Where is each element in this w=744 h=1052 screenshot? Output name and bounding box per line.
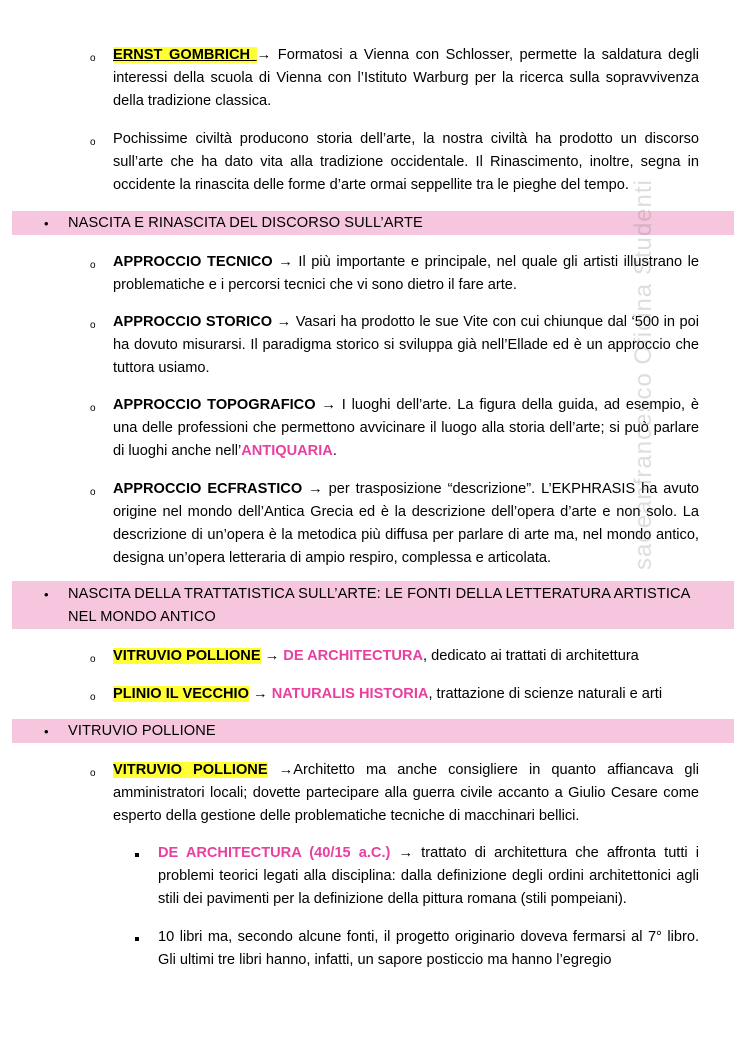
list-item: ERNST GOMBRICH → Formatosi a Vienna con Schlosser, permette la saldatura degli interessi della scuola di Vienna con l’Istituto Warburg per la ricerca sulla sopravvivenza della tradizione classica. xyxy=(113,47,700,109)
bullet-circle: o xyxy=(90,768,96,779)
arrow-icon: → xyxy=(308,481,323,497)
arrow-icon: → xyxy=(256,47,272,63)
section-heading: NASCITA E RINASCITA DEL DISCORSO SULL’ARTE xyxy=(68,215,423,231)
bullet-circle: o xyxy=(90,487,96,498)
bullet-circle: o xyxy=(90,403,96,414)
arrow-icon: → xyxy=(278,254,293,270)
list-item: VITRUVIO POLLIONE → DE ARCHITECTURA, dedicato ai trattati di architettura xyxy=(113,648,639,664)
bullet-dot: • xyxy=(44,216,49,231)
section-heading-line2: NEL MONDO ANTICO xyxy=(68,609,216,625)
keyword-highlight: ERNST GOMBRICH xyxy=(113,47,257,63)
bullet-circle: o xyxy=(90,260,96,271)
watermark: sadeanfrancesco Oficina Studenti xyxy=(630,179,657,570)
sub-list-item: DE ARCHITECTURA (40/15 a.C.) → trattato di architettura che affronta tutti i problemi teorici legati alla disciplina: dalla definizione degli ordini architettonici agli stili dei pavimenti per la definizione della pittura romana (stili pompeiani). xyxy=(158,845,699,907)
bullet-circle: o xyxy=(90,654,96,665)
bullet-dot: • xyxy=(44,587,49,602)
list-item: Pochissime civiltà producono storia dell’arte, la nostra civiltà ha prodotto un discorso sull’arte che ha dato vita alla tradizione occidentale. Il Rinascimento, inoltre, segna in occidente la rinascita delle forme d’arte ormai seppellite tra le pieghe del tempo. xyxy=(113,131,699,193)
bullet-circle: o xyxy=(90,137,96,148)
bullet-dot: • xyxy=(44,724,49,739)
list-item: VITRUVIO POLLIONE →Architetto ma anche consigliere in quanto affiancava gli amministratori locali; dovette partecipare alla guerra civile accanto a Giulio Cesare come esperto della gestione delle problematiche tecniche di macchinari bellici. xyxy=(113,762,699,824)
list-item: APPROCCIO STORICO → Vasari ha prodotto le sue Vite con cui chiunque dal ‘500 in poi ha dovuto misurarsi. Il paradigma storico si sviluppa già nell’Ellade ed è un approccio che tuttora usiamo. xyxy=(113,314,699,376)
section-heading: VITRUVIO POLLIONE xyxy=(68,723,216,739)
keyword-highlight: VITRUVIO POLLIONE xyxy=(113,762,268,778)
arrow-icon: → xyxy=(276,314,292,330)
section-heading: NASCITA DELLA TRATTATISTICA SULL’ARTE: LE FONTI DELLA LETTERATURA ARTISTICA xyxy=(68,586,691,602)
list-item: APPROCCIO ECFRASTICO → per trasposizione “descrizione”. L’EKPHRASIS ha avuto origine nel mondo dell’Antica Grecia ed è la descrizione dell’opera d’arte e non solo. La descrizione di un’opera è la metodica più diffusa per parlare di arte ma, nel mondo antico, designa un’opera letteraria di ampio respiro, complessa e articolata. xyxy=(113,481,700,566)
bullet-circle: o xyxy=(90,53,96,64)
list-item: PLINIO IL VECCHIO → NATURALIS HISTORIA, trattazione di scienze naturali e arti xyxy=(113,686,663,702)
arrow-icon: → xyxy=(253,686,268,702)
arrow-icon: → xyxy=(398,845,414,861)
arrow-icon: → xyxy=(321,397,336,413)
bullet-square xyxy=(135,937,139,941)
bullet-circle: o xyxy=(90,320,96,331)
keyword-highlight: VITRUVIO POLLIONE xyxy=(113,648,261,664)
list-item: APPROCCIO TOPOGRAFICO → I luoghi dell’arte. La figura della guida, ad esempio, è una delle professioni che permettono avvicinare il luogo alla storia dell’arte; si può parlare di luoghi anche nell’ANTIQUARIA. xyxy=(113,397,699,459)
list-item: APPROCCIO TECNICO → Il più importante e principale, nel quale gli artisti illustrano le problematiche e i percorsi tecnici che vi sono dietro il fare arte. xyxy=(113,254,700,293)
sub-list-item: 10 libri ma, secondo alcune fonti, il progetto originario doveva fermarsi al 7° libro. Gli ultimi tre libri hanno, infatti, un sapore posticcio ma hanno l’egregio xyxy=(158,929,699,968)
keyword-highlight: PLINIO IL VECCHIO xyxy=(113,686,249,702)
arrow-icon: → xyxy=(278,762,294,778)
arrow-icon: → xyxy=(264,648,280,664)
bullet-circle: o xyxy=(90,692,96,703)
bullet-square xyxy=(135,853,139,857)
